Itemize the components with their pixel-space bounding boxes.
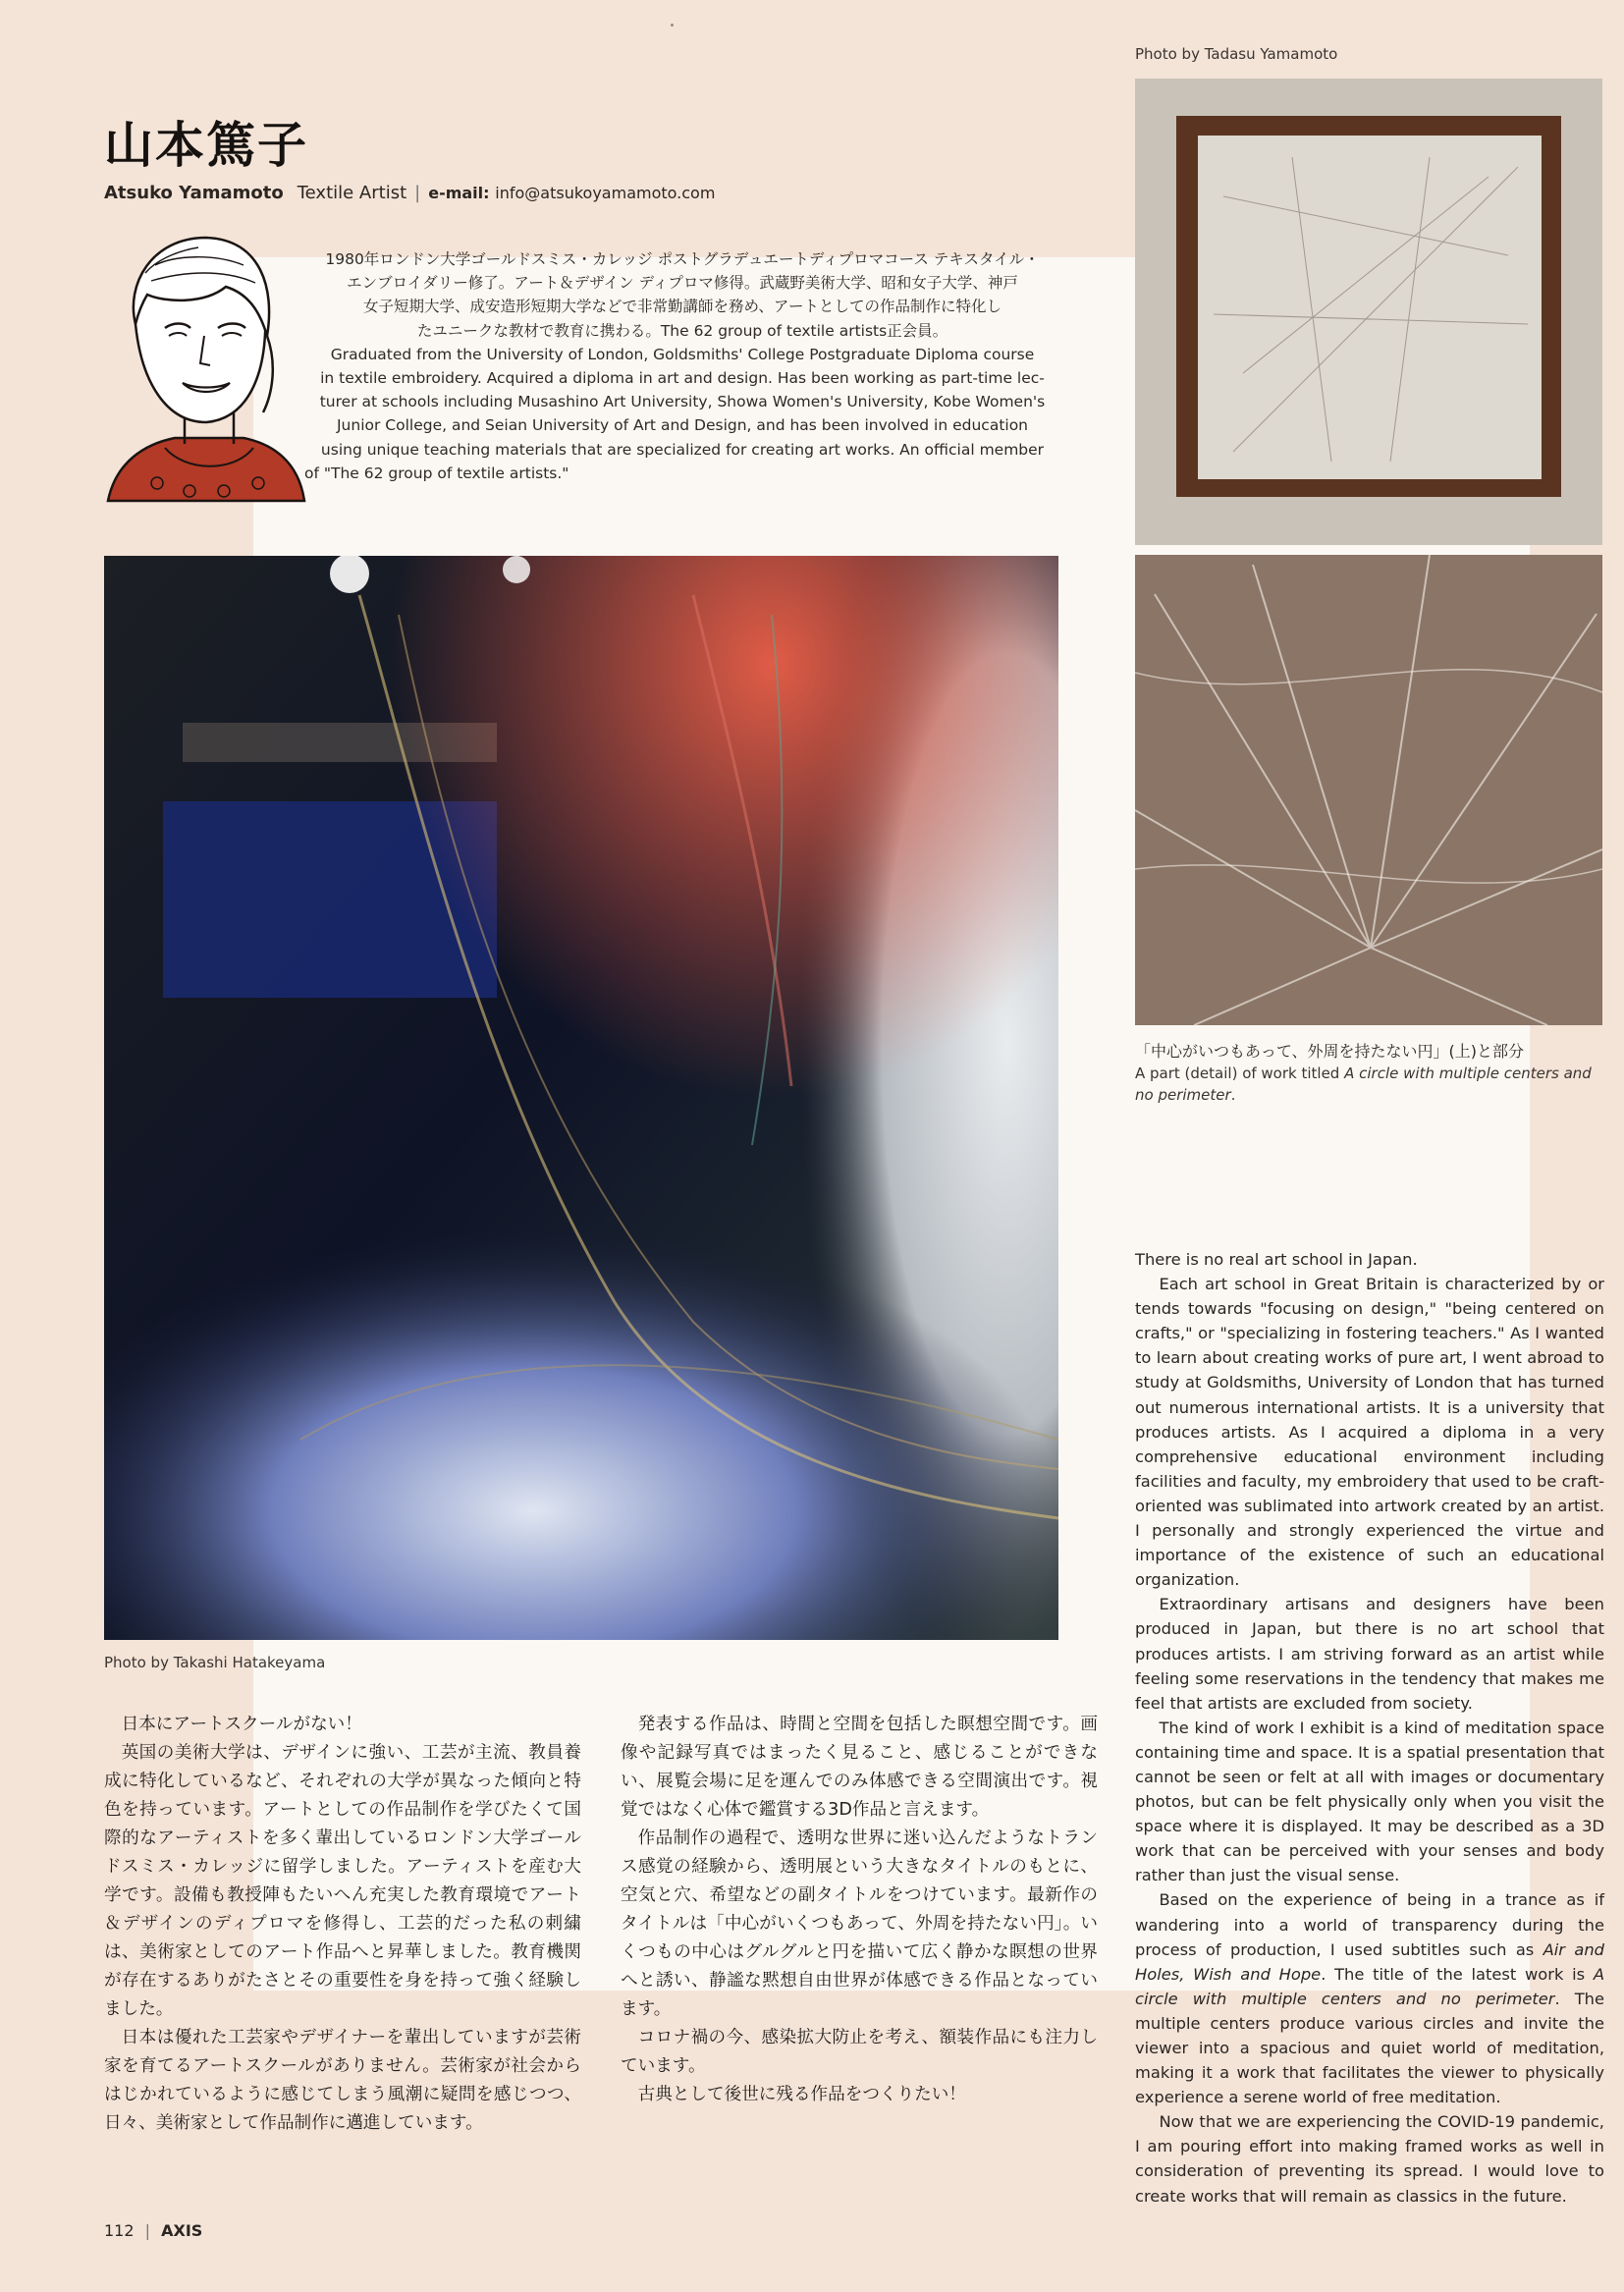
article-jp-paragraph: 日本にアートスクールがない！ bbox=[121, 1715, 362, 1734]
magazine-name: AXIS bbox=[161, 2221, 203, 2240]
bio-en-line: using unique teaching materials that are specialized for creating art works. An official member bbox=[320, 440, 1045, 459]
article-en-column bbox=[1135, 1247, 1604, 2209]
installation-photo bbox=[104, 556, 1058, 1640]
article-jp-column-2 bbox=[621, 1711, 1098, 2109]
caption-en-prefix: A part (detail) of work titled bbox=[1135, 1064, 1345, 1082]
artist-role: Textile Artist bbox=[297, 183, 407, 203]
framed-work-photo bbox=[1135, 79, 1602, 545]
caption-en bbox=[1135, 1063, 1597, 1106]
article-en-paragraph: Now that we are experiencing the COVID-19 pandemic, I am pouring effort into making framed works as well in consideration of preventing its spread. I would love to create works that will remain as classics in the future. bbox=[1135, 2112, 1604, 2206]
bio-en-line: in textile embroidery. Acquired a diploma in art and design. Has been working as part-time lec- bbox=[320, 369, 1045, 388]
artist-name-line bbox=[104, 183, 715, 203]
article-jp-paragraph: 発表する作品は、時間と空間を包括した瞑想空間です。画像や記録写真ではまったく見ること、感じることができない、展覧会場に足を運んでのみ体感できる空間演出です。視覚ではなく心体で鑑賞する3D作品と言えます。 bbox=[621, 1715, 1098, 1820]
article-en-paragraph: There is no real art school in Japan. bbox=[1135, 1250, 1418, 1269]
bio-en-line: turer at schools including Musashino Art University, Showa Women's University, Kobe Women's bbox=[319, 393, 1046, 411]
bio-jp-line: たユニークな教材で教育に携わる。The 62 group of textile artists正会員。 bbox=[416, 321, 948, 340]
folio-separator: | bbox=[144, 2221, 151, 2240]
portrait-illustration bbox=[96, 226, 307, 511]
speck bbox=[671, 24, 674, 27]
main-photo-credit: Photo by Takashi Hatakeyama bbox=[104, 1654, 326, 1671]
bio-en-line: of "The 62 group of textile artists." bbox=[304, 464, 569, 482]
artist-name-jp: 山本篤子 bbox=[104, 117, 308, 174]
article-jp-paragraph: 古典として後世に残る作品をつくりたい！ bbox=[637, 2085, 966, 2104]
email-label: e-mail: bbox=[428, 184, 490, 202]
caption-jp: 「中心がいつもあって、外周を持たない円」(上)と部分 bbox=[1135, 1042, 1525, 1061]
top-photo-credit: Photo by Tadasu Yamamoto bbox=[1135, 45, 1338, 63]
article-en-paragraph: The kind of work I exhibit is a kind of meditation space containing time and space. It is a spatial presentation that cannot be seen or felt at all with images or documentary photos, but can be felt physically only when you visit the space where it is displayed. It may be described as a 3D work that can be perceived with your senses and body rather than just the visual sense. bbox=[1135, 1718, 1604, 1885]
bio-en-line: Junior College, and Seian University of Art and Design, and has been involved in education bbox=[336, 416, 1029, 435]
italic-run: A circle with multiple centers and no perimeter bbox=[1135, 1964, 1604, 2008]
article-jp-paragraph: コロナ禍の今、感染拡大防止を考え、額装作品にも注力しています。 bbox=[621, 2028, 1098, 2076]
italic-run: Air and Holes, Wish and Hope bbox=[1135, 1939, 1604, 1984]
page-folio bbox=[104, 2221, 202, 2240]
caption-en-title: A circle with multiple centers and no perimeter bbox=[1135, 1064, 1592, 1104]
bio-jp-line: 1980年ロンドン大学ゴールドスミス・カレッジ ポストグラデュエートディプロマコース テキスタイル・ bbox=[325, 250, 1040, 268]
email-link[interactable]: info@atsukoyamamoto.com bbox=[495, 184, 716, 202]
bio-jp-line: エンブロイダリー修了。アート＆デザイン ディプロマ修得。武蔵野美術大学、昭和女子大学、神戸 bbox=[347, 274, 1018, 293]
article-en-paragraph: Extraordinary artisans and designers have been produced in Japan, but there is no art school that produces artists. I am striving forward as an artist while feeling some reservations in the tendency that makes me feel that artists are excluded from society. bbox=[1135, 1595, 1604, 1713]
article-jp-paragraph: 作品制作の過程で、透明な世界に迷い込んだようなトランス感覚の経験から、透明展という大きなタイトルのもとに、空気と穴、希望などの副タイトルをつけています。最新作のタイトルは「中心がいくつもあって、外周を持たない円」。いくつもの中心はグルグルと円を描いて広く静かな瞑想の世界へと誘い、静謐な黙想自由世界が体感できる作品となっています。 bbox=[621, 1828, 1098, 2019]
article-jp-paragraph: 英国の美術大学は、デザインに強い、工芸が主流、教員養成に特化しているなど、それぞれの大学が異なった傾向と特色を持っています。アートとしての作品制作を学びたくて国際的なアーティストを多く輩出しているロンドン大学ゴールドスミス・カレッジに留学しました。アーティストを産む大学です。設備も教授陣もたいへん充実した教育環境でアート＆デザインのディプロマを修得し、工芸的だった私の刺繍は、美術家としてのアート作品へと昇華しました。教育機関が存在するありがたさとその重要性を身を持って強く経験しました。 bbox=[104, 1743, 581, 2019]
text-run: . The title of the latest work is bbox=[1321, 1964, 1594, 1984]
artist-name-en: Atsuko Yamamoto bbox=[104, 183, 284, 203]
separator: | bbox=[414, 183, 421, 203]
detail-photo bbox=[1135, 555, 1602, 1025]
article-en-paragraph: Each art school in Great Britain is characterized by or tends towards "focusing on design," "being centered on crafts," or "specializing in fostering teachers." As I wanted to learn about creating works of pure art, I went abroad to study at Goldsmiths, University of London that has turned out numerous international artists. It is a university that produces artists. As I acquired a diploma in a very comprehensive educational environment including facilities and faculty, my embroidery that used to be craft-oriented was sublimated into artwork created by an artist. I personally and strongly experienced the virtue and importance of the existence of such an educational organization. bbox=[1135, 1275, 1604, 1590]
bio-jp-line: 女子短期大学、成安造形短期大学などで非常勤講師を務め、アートとしての作品制作に特化し bbox=[363, 298, 1001, 316]
page-number: 112 bbox=[104, 2221, 135, 2240]
bio-en-line: Graduated from the University of London, Goldsmiths' College Postgraduate Diploma course bbox=[330, 345, 1035, 363]
article-en-paragraph bbox=[1135, 1887, 1604, 2109]
text-run: . The multiple centers produce various circles and invite the viewer into a spacious and quiet world of meditation, making it a work that facilitates the viewer to physically experience a serene world of free meditation. bbox=[1135, 1989, 1604, 2107]
article-jp-paragraph: 日本は優れた工芸家やデザイナーを輩出していますが芸術家を育てるアートスクールがありません。芸術家が社会からはじかれているように感じてしまう風潮に疑問を感じつつ、日々、美術家として作品制作に邁進しています。 bbox=[104, 2028, 581, 2133]
caption-en-suffix: . bbox=[1230, 1086, 1236, 1104]
text-run: Based on the experience of being in a trance as if wandering into a world of transparency during the process of production, I used subtitles such as bbox=[1135, 1890, 1604, 1959]
artist-bio bbox=[304, 247, 1060, 485]
article-jp-column-1 bbox=[104, 1711, 581, 2138]
